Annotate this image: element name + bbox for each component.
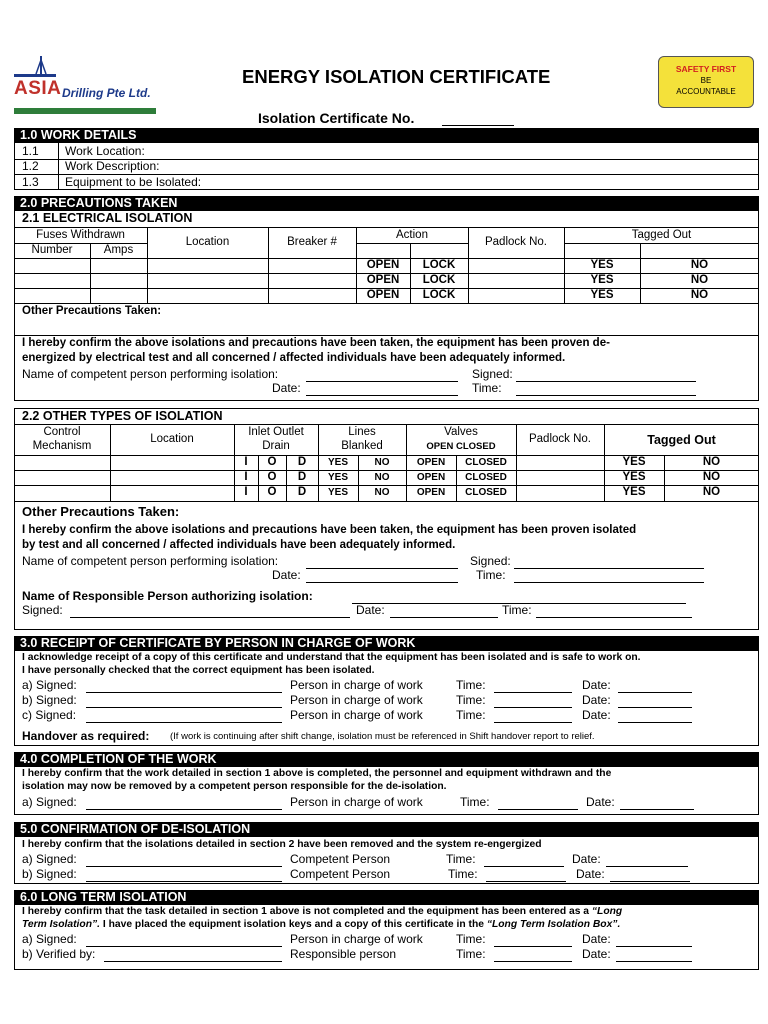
s5-b-time-field[interactable] [486, 881, 566, 882]
handover-note: (If work is continuing after shift change, isolation must be referenced in Shift handover report to relief. [170, 731, 595, 742]
s6-a-date-label: Date: [582, 932, 611, 946]
date-label: Date: [272, 381, 301, 395]
s6-text-2a: Term Isolation”. [22, 919, 101, 930]
s3-c-date-field[interactable] [618, 722, 692, 723]
signed-field-3[interactable] [70, 617, 350, 618]
opt-open[interactable]: OPEN [366, 259, 400, 271]
s4-a-label: a) Signed: [22, 795, 77, 809]
s3-c-field[interactable] [86, 722, 282, 723]
s3-b-time-field[interactable] [494, 707, 572, 708]
opt-yes[interactable]: YES [590, 274, 614, 286]
opt-drain[interactable]: D [297, 471, 307, 483]
other-precautions-label: Other Precautions Taken: [22, 305, 162, 317]
signed-label: Signed: [472, 367, 513, 381]
s4-a-time-label: Time: [460, 795, 490, 809]
s5-b-role: Competent Person [290, 867, 391, 881]
s3-b-date-label: Date: [582, 693, 611, 707]
opt-lines-yes[interactable]: YES [327, 487, 348, 498]
badge-line2: BE [700, 76, 712, 85]
s6-a-date-field[interactable] [616, 946, 692, 947]
s3-a-label: a) Signed: [22, 678, 77, 692]
badge-line1: SAFETY FIRST [675, 64, 737, 74]
s5-a-field[interactable] [86, 866, 282, 867]
s3-a-date-field[interactable] [618, 692, 692, 693]
s6-b-field[interactable] [104, 961, 282, 962]
date-label-3: Date: [356, 603, 385, 617]
opt-lock[interactable]: LOCK [422, 274, 456, 286]
confirm-text-1: I hereby confirm the above isolations and precautions have been taken, the equipment has been proven de- [22, 337, 610, 349]
equipment-field[interactable]: Equipment to be Isolated: [65, 175, 202, 189]
time-field-2[interactable] [514, 582, 704, 583]
opt-tag-no[interactable]: NO [702, 456, 721, 468]
signed-label-2: Signed: [470, 554, 511, 568]
s5-a-label: a) Signed: [22, 852, 77, 866]
section-4-heading: 4.0 COMPLETION OF THE WORK [14, 752, 759, 767]
s1-num-3: 1.3 [22, 175, 39, 189]
s6-text-1a: I hereby confirm that the task detailed in section 1 above is not completed and the equipment has been entered as a [22, 906, 592, 917]
opt-valve-closed[interactable]: CLOSED [465, 487, 507, 498]
col-tagged: Tagged Out [631, 229, 692, 241]
s4-text-2: isolation may now be removed by a competent person responsible for the de-isolation. [22, 781, 447, 792]
s6-text-2b: I have placed the equipment isolation keys and a copy of this certificate in the [100, 919, 487, 930]
s5-b-label: b) Signed: [22, 867, 77, 881]
s3-b-time-label: Time: [456, 693, 486, 707]
opt-yes[interactable]: YES [590, 289, 614, 301]
opt-lines-no[interactable]: NO [374, 487, 390, 498]
opt-drain[interactable]: D [297, 486, 307, 498]
opt-inlet[interactable]: I [244, 456, 248, 468]
opt-open[interactable]: OPEN [366, 289, 400, 301]
page-title: ENERGY ISOLATION CERTIFICATE [242, 66, 551, 87]
s6-a-field[interactable] [86, 946, 282, 947]
s6-b-time-label: Time: [456, 947, 486, 961]
col-control: Control [43, 426, 81, 438]
col-breaker: Breaker # [287, 236, 337, 248]
s3-text-1: I acknowledge receipt of a copy of this certificate and understand that the equipment has been isolated and is safe to work on. [22, 652, 641, 663]
opt-valve-open[interactable]: OPEN [416, 472, 446, 483]
section-3-heading: 3.0 RECEIPT OF CERTIFICATE BY PERSON IN CHARGE OF WORK [14, 636, 759, 651]
s3-a-field[interactable] [86, 692, 282, 693]
responsible-person-label: Name of Responsible Person authorizing isolation: [22, 589, 313, 603]
date-label-2: Date: [272, 568, 301, 582]
opt-lines-no[interactable]: NO [374, 472, 390, 483]
oil-rig-icon [34, 56, 48, 74]
s6-b-role: Responsible person [290, 947, 397, 961]
divider [14, 303, 759, 304]
opt-tag-yes[interactable]: YES [622, 456, 646, 468]
safety-badge [658, 56, 754, 108]
opt-tag-no[interactable]: NO [702, 471, 721, 483]
col-fuses: Fuses Withdrawn [36, 229, 125, 241]
col-action: Action [396, 229, 428, 241]
col-inlet: Inlet Outlet [248, 426, 304, 438]
col-valves: Valves [444, 426, 478, 438]
opt-tag-yes[interactable]: YES [622, 486, 646, 498]
divider [14, 227, 759, 228]
opt-open[interactable]: OPEN [366, 274, 400, 286]
section-2-2-heading: 2.2 OTHER TYPES OF ISOLATION [22, 409, 223, 423]
s4-a-time-field[interactable] [498, 809, 578, 810]
signed-field-2[interactable] [514, 568, 704, 569]
s3-c-label: c) Signed: [22, 708, 77, 722]
s5-text-1: I hereby confirm that the isolations detailed in section 2 have been removed and the system re-engergized [22, 839, 542, 850]
opt-lock[interactable]: LOCK [422, 289, 456, 301]
opt-valve-open[interactable]: OPEN [416, 457, 446, 468]
opt-valve-closed[interactable]: CLOSED [465, 457, 507, 468]
date-field-3[interactable] [390, 617, 498, 618]
s3-b-label: b) Signed: [22, 693, 77, 707]
s3-a-time-field[interactable] [494, 692, 572, 693]
opt-lines-no[interactable]: NO [374, 457, 390, 468]
section-1-heading: 1.0 WORK DETAILS [14, 128, 759, 143]
competent-name-field[interactable] [306, 381, 458, 382]
s6-a-time-field[interactable] [494, 946, 572, 947]
competent-name-label-2: Name of competent person performing isolation: [22, 554, 279, 568]
s5-a-time-label: Time: [446, 852, 476, 866]
logo-company: Drilling Pte Ltd. [62, 86, 151, 100]
s5-a-date-label: Date: [572, 852, 601, 866]
s5-b-date-field[interactable] [610, 881, 690, 882]
col-tagged-2: Tagged Out [647, 433, 716, 447]
opt-lock[interactable]: LOCK [422, 259, 456, 271]
time-label-2: Time: [476, 568, 506, 582]
opt-inlet[interactable]: I [244, 486, 248, 498]
time-label-3: Time: [502, 603, 532, 617]
col-mechanism: Mechanism [32, 440, 92, 452]
opt-no[interactable]: NO [690, 274, 709, 286]
s1-num-2: 1.2 [22, 159, 39, 173]
opt-outlet[interactable]: O [267, 471, 277, 483]
logo-name: ASIA [14, 78, 62, 99]
opt-no[interactable]: NO [690, 289, 709, 301]
opt-valve-open[interactable]: OPEN [416, 487, 446, 498]
s3-c-time-field[interactable] [494, 722, 572, 723]
col-padlock-2: Padlock No. [528, 433, 591, 445]
badge-line3: ACCOUNTABLE [676, 87, 736, 96]
divider [14, 335, 759, 336]
signed-label-3: Signed: [22, 603, 63, 617]
logo-underline [14, 108, 156, 114]
s5-a-role: Competent Person [290, 852, 391, 866]
section-2-heading: 2.0 PRECAUTIONS TAKEN [14, 196, 759, 211]
section-6-heading: 6.0 LONG TERM ISOLATION [14, 890, 759, 905]
opt-outlet[interactable]: O [267, 456, 277, 468]
s6-text-1b: “Long [591, 906, 623, 917]
s4-a-role: Person in charge of work [290, 795, 423, 809]
s3-a-role: Person in charge of work [290, 678, 423, 692]
s3-b-date-field[interactable] [618, 707, 692, 708]
logo-accent-bar [14, 74, 56, 77]
opt-inlet[interactable]: I [244, 471, 248, 483]
col-amps: Amps [103, 244, 134, 256]
s6-a-role: Person in charge of work [290, 932, 423, 946]
divider [14, 424, 759, 425]
s3-text-2: I have personally checked that the correct equipment has been isolated. [22, 665, 375, 676]
s6-text-1 [22, 906, 622, 917]
s5-b-date-label: Date: [576, 867, 605, 881]
s3-b-role: Person in charge of work [290, 693, 423, 707]
confirm-text-4: by test and all concerned / affected individuals have been adequately informed. [22, 539, 456, 551]
col-valves-sub: OPEN CLOSED [426, 441, 496, 452]
time-field-3[interactable] [536, 617, 692, 618]
s4-text-1: I hereby confirm that the work detailed in section 1 above is completed, the personnel and equipment withdrawn and the [22, 768, 612, 779]
col-padlock: Padlock No. [484, 236, 547, 248]
col-location-2: Location [150, 433, 194, 445]
s5-a-time-field[interactable] [484, 866, 564, 867]
s4-a-date-field[interactable] [620, 809, 694, 810]
s3-c-time-label: Time: [456, 708, 486, 722]
date-field-2[interactable] [306, 582, 458, 583]
divider [58, 143, 59, 190]
s3-c-date-label: Date: [582, 708, 611, 722]
opt-valve-closed[interactable]: CLOSED [465, 472, 507, 483]
s6-a-label: a) Signed: [22, 932, 77, 946]
divider [14, 501, 759, 502]
s6-b-label: b) Verified by: [22, 947, 96, 961]
opt-lines-yes[interactable]: YES [327, 457, 348, 468]
s3-b-field[interactable] [86, 707, 282, 708]
s6-b-date-field[interactable] [616, 961, 692, 962]
section-2-1-heading: 2.1 ELECTRICAL ISOLATION [22, 211, 193, 225]
competent-name-label: Name of competent person performing isolation: [22, 367, 279, 381]
s6-b-time-field[interactable] [494, 961, 572, 962]
s5-b-field[interactable] [86, 881, 282, 882]
s6-text-2c: “Long Term Isolation Box”. [486, 919, 621, 930]
time-label: Time: [472, 381, 502, 395]
work-location-field[interactable]: Work Location: [65, 144, 145, 158]
cert-no-field[interactable] [442, 125, 514, 126]
col-location: Location [185, 236, 230, 248]
s3-a-date-label: Date: [582, 678, 611, 692]
confirm-text-2: energized by electrical test and all concerned / affected individuals have been adequately informed. [22, 352, 566, 364]
s1-num-1: 1.1 [22, 144, 39, 158]
time-field[interactable] [516, 395, 696, 396]
divider [564, 243, 759, 244]
s3-a-time-label: Time: [456, 678, 486, 692]
signed-field[interactable] [516, 381, 696, 382]
s6-a-time-label: Time: [456, 932, 486, 946]
s6-b-date-label: Date: [582, 947, 611, 961]
col-drain: Drain [262, 440, 290, 452]
other-precautions-label-2: Other Precautions Taken: [22, 504, 180, 519]
divider [356, 243, 468, 244]
opt-no[interactable]: NO [690, 259, 709, 271]
s5-a-date-field[interactable] [606, 866, 688, 867]
opt-tag-yes[interactable]: YES [622, 471, 646, 483]
confirm-text-3: I hereby confirm the above isolations and precautions have been taken, the equipment has been proven isolated [22, 524, 637, 536]
s6-text-2 [22, 919, 620, 930]
opt-outlet[interactable]: O [267, 486, 277, 498]
s4-a-date-label: Date: [586, 795, 615, 809]
work-description-field[interactable]: Work Description: [65, 159, 160, 173]
s3-c-role: Person in charge of work [290, 708, 423, 722]
opt-tag-no[interactable]: NO [702, 486, 721, 498]
col-number: Number [31, 244, 73, 256]
cert-no-label: Isolation Certificate No. [258, 110, 415, 126]
col-blanked: Blanked [341, 440, 383, 452]
date-field[interactable] [306, 395, 458, 396]
competent-name-field-2[interactable] [306, 568, 458, 569]
s5-b-time-label: Time: [448, 867, 478, 881]
s4-a-field[interactable] [86, 809, 282, 810]
opt-yes[interactable]: YES [590, 259, 614, 271]
opt-drain[interactable]: D [297, 456, 307, 468]
handover-label: Handover as required: [22, 729, 150, 743]
opt-lines-yes[interactable]: YES [327, 472, 348, 483]
section-5-heading: 5.0 CONFIRMATION OF DE-ISOLATION [14, 822, 759, 837]
col-lines: Lines [348, 426, 376, 438]
